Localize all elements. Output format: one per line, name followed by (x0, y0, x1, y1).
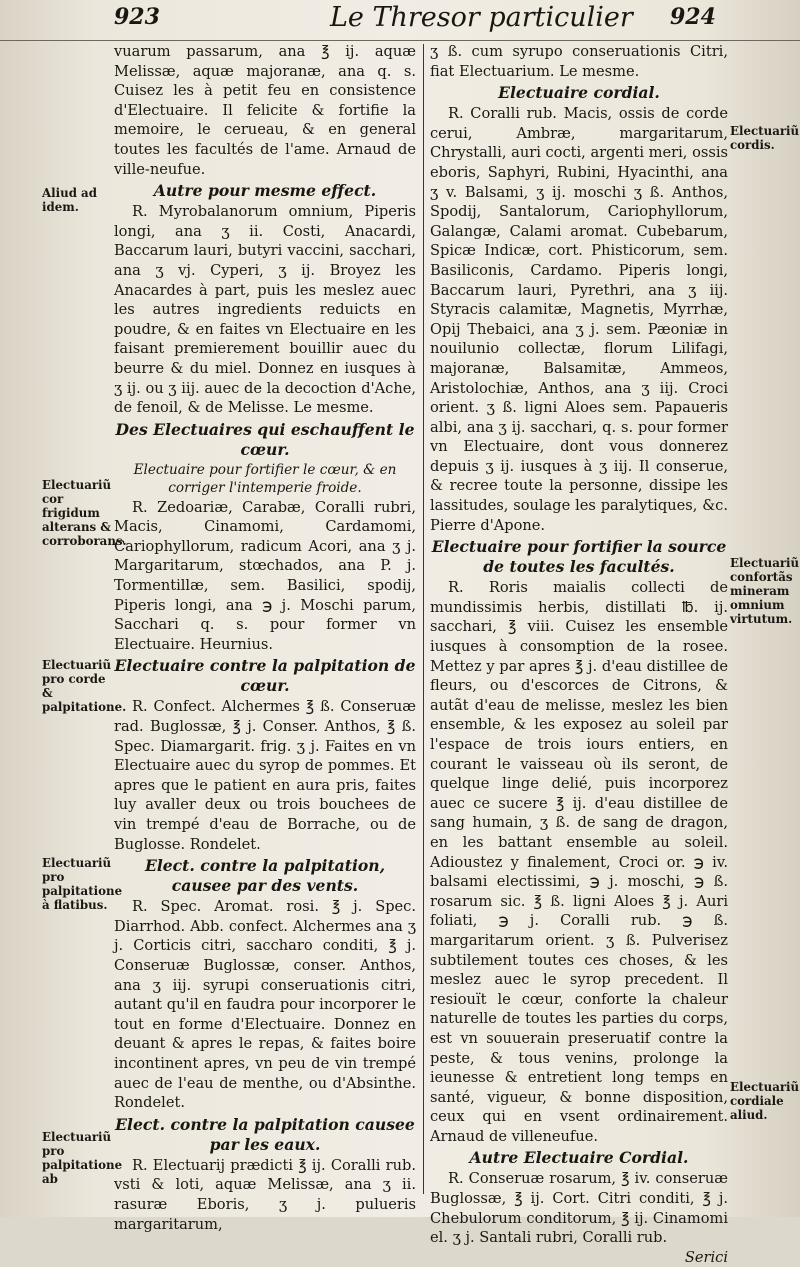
column-divider (423, 44, 424, 1194)
recipe-text: ʒ ß. cum syrupo conseruationis Citri, fiat Electuarium. Le mesme. (430, 43, 728, 80)
section-heading: Electuaire cordial. (498, 83, 660, 103)
margin-note: Electuariũ cordis. (730, 124, 800, 152)
right-page-number: 924 (670, 4, 716, 30)
section-heading: Des Electuaires qui eschauffent le cœur. (115, 419, 415, 459)
recipe-text: R. Myrobalanorum omnium, Piperis longi, ana ʒ ii. Costi, Anacardi, Baccarum lauri, butyri vaccini, sacchari, ana ʒ vj. Cyperi, ʒ ij. Broyez les Anacardes à part, puis les meslez auec les autres ingredients reduicts en poudre, & en faites vn Electuaire en les faisant premierement bouillir auec du beurre & du miel. Donnez en iusques à ʒ ij. ou ʒ iij. auec de la decoction d'Ache, de fenoil, & de Melisse. Le mesme. (114, 203, 416, 417)
catchword: Serici (684, 1248, 728, 1266)
recipe-text: vuarum passarum, ana ℥ ij. aquæ Melissæ, aquæ majoranæ, ana q. s. Cuisez les à petit feu en consistence d'Electuaire. Il felicite & fortifie la memoire, le cerueau, & en general toutes les facultés de l'ame. Arnaud de ville-neufue. (114, 43, 416, 178)
section-heading: Elect. contre la palpitation causee par les eaux. (115, 1114, 415, 1154)
recipe-text: R. Roris maialis collecti de mundissimis herbis, distillati ℔. ij. sacchari, ℥ viii. Cuisez les ensemble iusques à consomption de la rosee. Mettez y par apres ℥ j. d'eau distillee de fleurs, ou d'escorces de Citrons, & autãt d'eau de melisse, meslez les bien ensemble, & les exposez au soleil par l'espace de trois iours entiers, en courant le vaisseau où ils seront, de quelque linge delié, puis incorporez auec ce sucere ℥ ij. d'eau distillee de sang humain, ʒ ß. de sang de dragon, en les battant ensemble au soleil. Adioustez y finalement, Croci or. ℈ iv. balsami electissimi, ℈ j. moschi, ℈ ß. rosarum sic. ℥ ß. ligni Aloes ℥ j. Auri foliati, ℈ j. Coralli rub. ℈ ß. margaritarum orient. ʒ ß. Pulverisez subtilement toutes ces choses, & les meslez auec le syrop precedent. Il resiouït le cœur, conforte la chaleur naturelle de toutes les parties du corps, est vn souuerain preseruatif contre la peste, & tous venins, prolonge la ieunesse & entretient long temps en santé, vigueur, & bonne disposition, ceux qui en vsent ordinairement. Arnaud de villeneufue. (430, 579, 728, 1145)
margin-note: Aliud ad idem. (42, 186, 97, 214)
right-column (430, 42, 728, 1267)
section-heading: Electuaire contre la palpitation de cœur. (114, 656, 416, 696)
recipe-text: R. Coralli rub. Macis, ossis de corde cerui, Ambræ, margaritarum, Chrystalli, auri cocti, argenti meri, ossis eboris, Saphyri, Rubini, Hyacinthi, ana ʒ v. Balsami, ʒ ij. moschi ʒ ß. Anthos, Spodij, Santalorum, Cariophyllorum, Galangæ, Calami aromat. Cubebarum, Spicæ Indicæ, cort. Phisticorum, sem. Basiliconis, Cardamo. Piperis longi, Baccarum lauri, Pyrethri, ana ʒ iij. Styracis calamitæ, Magnetis, Myrrhæ, Opij Thebaici, ana ʒ j. sem. Pæoniæ in nouilunio collectæ, florum Lilifagi, majoranæ, Balsamitæ, Ammeos, Aristolochiæ, Anthos, ana ʒ iij. Croci orient. ʒ ß. ligni Aloes sem. Papaueris albi, ana ʒ ij. sacchari, q. s. pour former vn Electuaire, dont vous donnerez depuis ʒ ij. iusques à ʒ iij. Il conserue, & recree toute la personne, dissipe les lassitudes, soulage les paralytiques, &c. Pierre d'Apone. (430, 105, 728, 534)
recipe-text: R. Zedoariæ, Carabæ, Coralli rubri, Macis, Cinamomi, Cardamomi, Cariophyllorum, radicum Acori, ana ʒ j. Margaritarum, stœchados, ana P. j. Tormentillæ, sem. Basilici, spodij, Piperis longi, ana ℈ j. Moschi parum, Sacchari q. s. pour former vn Electuaire. Heurnius. (114, 498, 416, 653)
margin-note: Electuariũ pro corde & palpitatione. (42, 658, 127, 714)
margin-note: Electuariũ pro palpitatione ab (42, 1130, 123, 1186)
margin-note: Electuariũ cor frigidum alterans & corroborans. (42, 478, 127, 548)
margin-note: Electuariũ confortãs mineram omnium virtutum. (730, 556, 800, 626)
recipe-text: R. Electuarij prædicti ℥ ij. Coralli rub. vsti & loti, aquæ Melissæ, ana ʒ ii. rasuræ Eboris, ʒ j. pulueris margaritarum, (114, 1156, 416, 1233)
section-heading: Elect. contre la palpitation, causee par des vents. (144, 856, 386, 896)
left-page-number: 923 (114, 4, 160, 30)
margin-note: Electuariũ pro palpitatione à flatibus. (42, 856, 123, 912)
section-heading: Electuaire pour fortifier la source de toutes les facultés. (431, 537, 727, 577)
running-header (0, 0, 800, 41)
running-title: Le Thresor particulier (330, 2, 633, 33)
recipe-text: R. Spec. Aromat. rosi. ℥ j. Spec. Diarrhod. Abb. confect. Alchermes ana ʒ j. Corticis citri, saccharo conditi, ℥ j. Conseruæ Buglossæ, conser. Anthos, ana ʒ iij. syrupi conseruationis citri, autant qu'il en faudra pour incorporer le tout en forme d'Electuaire. Donnez en deuant & apres le repas, & faites boire incontinent apres, vn peu de vin trempé auec de l'eau de menthe, ou d'Absinthe. Rondelet. (114, 898, 416, 1112)
left-column (114, 42, 416, 1234)
recipe-subheading: Electuaire pour fortifier le cœur, & en corriger l'intemperie froide. (133, 461, 397, 496)
section-heading: Autre Electuaire Cordial. (469, 1148, 689, 1168)
recipe-text: R. Conseruæ rosarum, ℥ iv. conseruæ Buglossæ, ℥ ij. Cort. Citri conditi, ℥ j. Chebulorum conditorum, ℥ ij. Cinamomi el. ʒ j. Santali rubri, Coralli rub. (430, 1170, 728, 1247)
recipe-text: R. Confect. Alchermes ℥ ß. Conseruæ rad. Buglossæ, ℥ j. Conser. Anthos, ℥ ß. Spec. Diamargarit. frig. ʒ j. Faites en vn Electuaire auec du syrop de pommes. Et apres que le patient en aura pris, faites luy avaller deux ou trois bouchees de vin trempé d'eau de Borrache, ou de Buglosse. Rondelet. (114, 698, 416, 853)
margin-note: Electuariũ cordiale aliud. (730, 1080, 800, 1122)
section-heading: Autre pour mesme effect. (153, 181, 377, 201)
